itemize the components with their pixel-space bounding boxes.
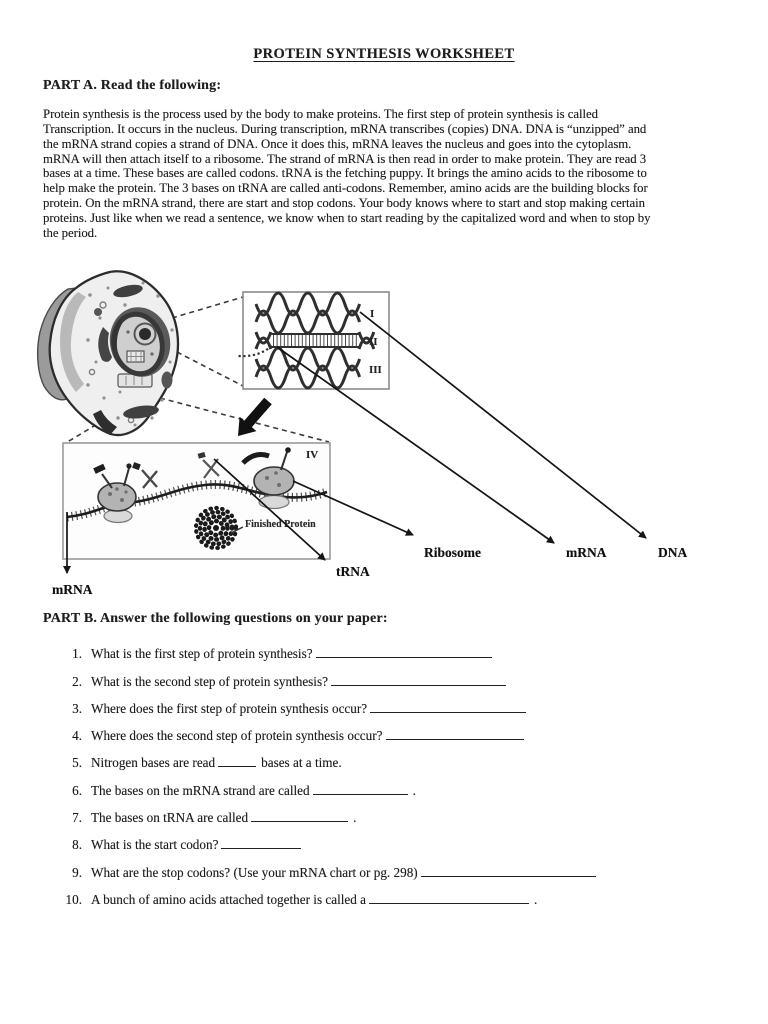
- question-row: [58, 782, 738, 809]
- dna-row-label-2: II: [369, 336, 378, 348]
- question-row: [58, 864, 738, 891]
- question-row: [58, 673, 738, 700]
- question-text: .: [534, 891, 538, 907]
- question-text: Where does the first step of protein synthesis occur?: [91, 700, 368, 716]
- paragraph-line: the mRNA strand copies a strand of DNA. Once it does this, mRNA leaves the nucleus and goes into the cytoplasm.: [43, 136, 632, 151]
- question-text: A bunch of amino acids attached together is called a: [91, 891, 367, 907]
- question-text: What is the first step of protein synthesis?: [91, 646, 313, 662]
- question-row: [58, 701, 738, 728]
- question-text: Where does the second step of protein synthesis occur?: [91, 728, 383, 744]
- question-number: 10.: [65, 891, 82, 907]
- answer-blank: [421, 864, 596, 876]
- question-row: [58, 728, 738, 755]
- answer-blank: [331, 673, 506, 685]
- question-text: The bases on tRNA are called: [91, 810, 249, 825]
- answer-blank: [369, 892, 529, 904]
- answer-blank: [218, 755, 256, 767]
- page-title: PROTEIN SYNTHESIS WORKSHEET: [253, 46, 515, 62]
- question-row: [58, 755, 738, 782]
- part-a-paragraph: [43, 107, 743, 241]
- question-number: 7.: [72, 810, 82, 825]
- paragraph-line: mRNA will then attach itself to a ribosome. The strand of mRNA is then read in order to make protein. They are read 3: [43, 151, 647, 166]
- translation-box-label: IV: [306, 449, 319, 461]
- protein-synthesis-diagram: [0, 260, 768, 610]
- answer-blank: [251, 810, 348, 822]
- answer-blank: [370, 701, 526, 713]
- question-text: Nitrogen bases are read: [91, 755, 216, 771]
- label-mrna-bottom: mRNA: [52, 582, 93, 597]
- part-a-heading: PART A. Read the following:: [43, 78, 222, 93]
- question-text: The bases on the mRNA strand are called: [91, 782, 310, 798]
- question-number: 1.: [72, 646, 82, 662]
- question-text: What are the stop codons? (Use your mRNA chart or pg. 298): [91, 864, 418, 880]
- question-number: 2.: [72, 673, 82, 689]
- question-row: [58, 646, 738, 673]
- question-text: bases at a time.: [261, 755, 342, 771]
- dna-row-label-3: III: [369, 364, 382, 376]
- down-left-arrow: [238, 398, 272, 436]
- question-text: .: [412, 782, 416, 798]
- question-number: 9.: [72, 864, 82, 880]
- question-number: 5.: [72, 755, 82, 771]
- translation-box: [63, 443, 330, 559]
- answer-blank: [221, 837, 301, 849]
- label-trna: tRNA: [336, 564, 370, 579]
- part-b-heading: PART B. Answer the following questions on your paper:: [43, 611, 388, 626]
- question-number: 4.: [72, 728, 82, 744]
- paragraph-line: protein. On the mRNA strand, there are start and stop codons. Your body knows where to start and stop making certain: [43, 196, 645, 211]
- dna-row-label-1: I: [370, 308, 375, 320]
- paragraph-line: Protein synthesis is the process used by the body to make proteins. The first step of protein synthesis is called: [43, 107, 598, 121]
- question-row: [58, 810, 738, 837]
- paragraph-line: Transcription. It occurs in the nucleus. During transcription, mRNA transcribes (copies) DNA. DNA is “unzipped” and: [43, 121, 647, 136]
- nucleolus: [139, 328, 151, 340]
- arrow-to-dna: [360, 312, 646, 538]
- paragraph-line: help make the protein. The 3 bases on tRNA are called anti-codons. Remember, amino acids are the building blocks for: [43, 181, 648, 196]
- question-number: 6.: [72, 782, 82, 798]
- paragraph-line: bases at a time. These bases are called codons. tRNA is the fetching puppy. It brings the amino acids to the ribosome to: [43, 166, 647, 181]
- answer-blank: [313, 782, 408, 794]
- label-dna: DNA: [658, 545, 688, 560]
- label-ribosome: Ribosome: [424, 545, 481, 560]
- paragraph-line: proteins. Just like when we read a sentence, we know when to start reading by the capitalized word and when to stop by: [43, 210, 651, 225]
- question-list: [58, 646, 738, 919]
- paragraph-line: the period.: [43, 225, 98, 240]
- answer-blank: [386, 728, 524, 740]
- question-row: [58, 837, 738, 864]
- question-text: .: [353, 810, 357, 825]
- question-row: [58, 892, 738, 919]
- question-text: What is the second step of protein synthesis?: [91, 673, 328, 689]
- question-number: 8.: [72, 837, 82, 853]
- label-mrna-right: mRNA: [566, 545, 607, 560]
- dna-box: [238, 292, 389, 389]
- cell-illustration: [38, 271, 178, 435]
- finished-protein-label: Finished Protein: [245, 519, 316, 530]
- question-text: What is the start codon?: [91, 837, 219, 853]
- question-number: 3.: [72, 700, 82, 716]
- answer-blank: [316, 646, 492, 658]
